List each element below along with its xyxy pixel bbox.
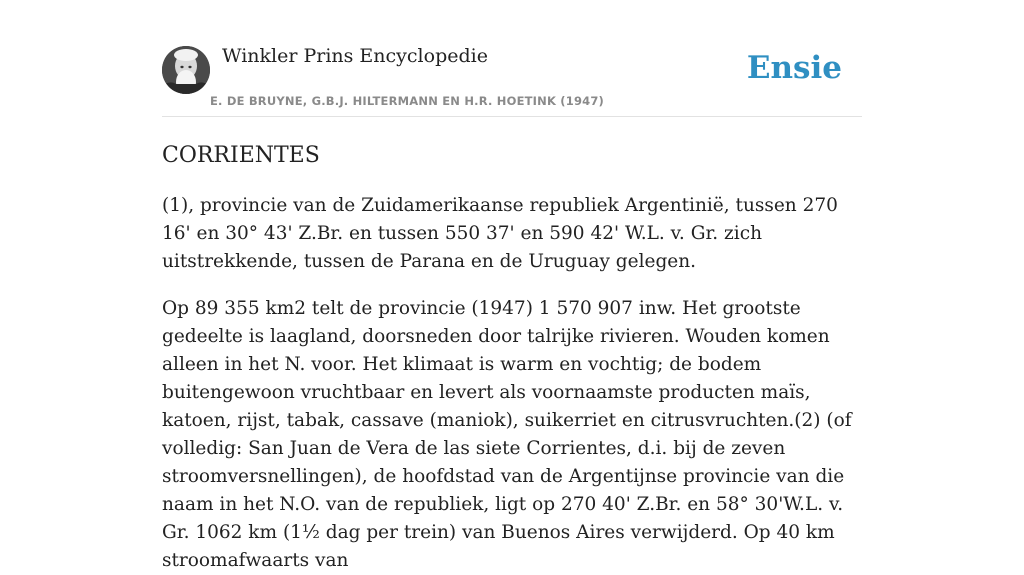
article-paragraph: (1), provincie van de Zuidamerikaanse republiek Argentinië, tussen 270 16' en 30° 43' Z.Br. en tussen 550 37' en 590 42' W.L. v. Gr. zich uitstrekkende, tussen de Parana en de Uruguay gelegen. bbox=[162, 195, 838, 272]
page bbox=[162, 0, 862, 575]
author-portrait-icon bbox=[162, 46, 210, 94]
author-avatar[interactable] bbox=[162, 46, 210, 94]
ensie-logo-link[interactable]: Ensie bbox=[746, 50, 842, 86]
source-title[interactable]: Winkler Prins Encyclopedie bbox=[222, 45, 488, 67]
source-authors: E. DE BRUYNE, G.B.J. HILTERMANN EN H.R. HOETINK (1947) bbox=[210, 94, 605, 108]
source-header bbox=[162, 0, 862, 117]
article-paragraph: Op 89 355 km2 telt de provincie (1947) 1 570 907 inw. Het grootste gedeelte is laagland, doorsneden door talrijke rivieren. Wouden komen alleen in het N. voor. Het klimaat is warm en vochtig; de bodem buitengewoon vruchtbaar en levert als voornaamste producten maïs, katoen, rijst, tabak, cassave (maniok), suikerriet en citrusvruchten.(2) (of volledig: San Juan de Vera de las siete Corrientes, d.i. bij de zeven stroomversnellingen), de hoofdstad van de Argentijnse provincie van die naam in het N.O. van de republiek, ligt op 270 40' Z.Br. en 58° 30'W.L. v. Gr. 1062 km (1½ dag per trein) van Buenos Aires verwijderd. Op 40 km stroomafwaarts van bbox=[162, 298, 852, 571]
article-title: CORRIENTES bbox=[162, 143, 320, 168]
